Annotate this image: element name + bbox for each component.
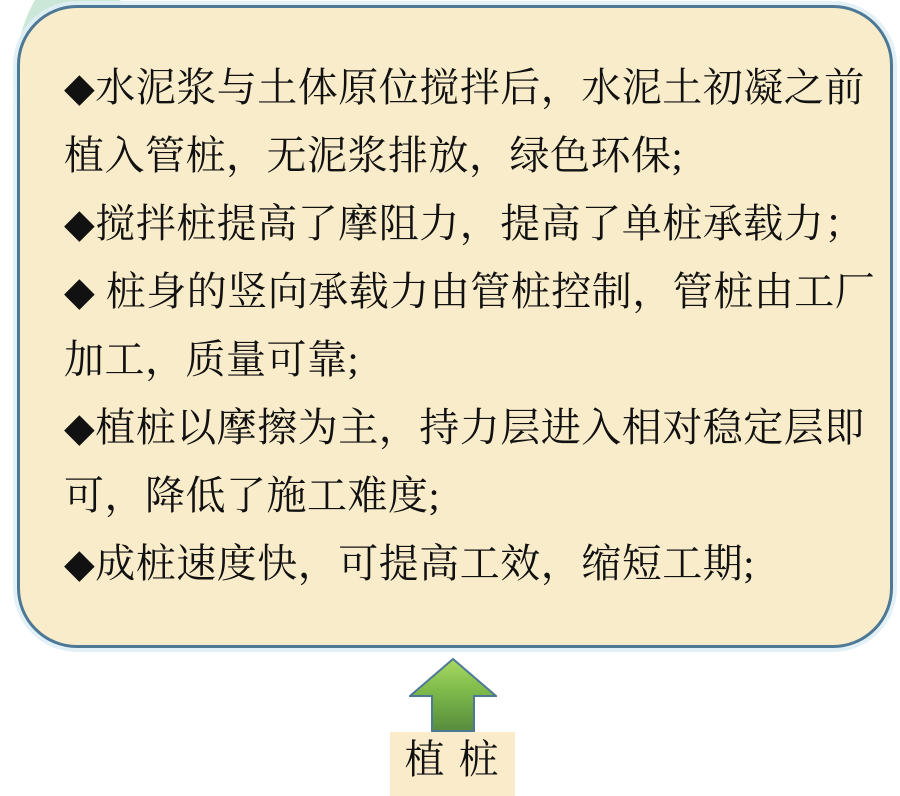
feature-line: ◆水泥浆与土体原位搅拌后，水泥土初凝之前 [64, 65, 865, 110]
features-card [17, 5, 893, 648]
up-arrow-icon [409, 658, 497, 732]
feature-line: 可，降低了施工难度; [64, 473, 441, 518]
feature-line: 加工，质量可靠; [64, 337, 360, 382]
feature-line: ◆成桩速度快，可提高工效，缩短工期; [64, 541, 755, 586]
feature-line: ◆ 桩身的竖向承载力由管桩控制，管桩由工厂 [64, 269, 876, 314]
pile-label [390, 732, 515, 796]
feature-line: 植入管桩，无泥浆排放，绿色环保; [64, 133, 684, 178]
feature-line: ◆搅拌桩提高了摩阻力，提高了单桩承载力； [64, 201, 865, 246]
feature-line: ◆植桩以摩擦为主，持力层进入相对稳定层即 [64, 405, 865, 450]
pile-label-text: 植 桩 [404, 737, 501, 782]
